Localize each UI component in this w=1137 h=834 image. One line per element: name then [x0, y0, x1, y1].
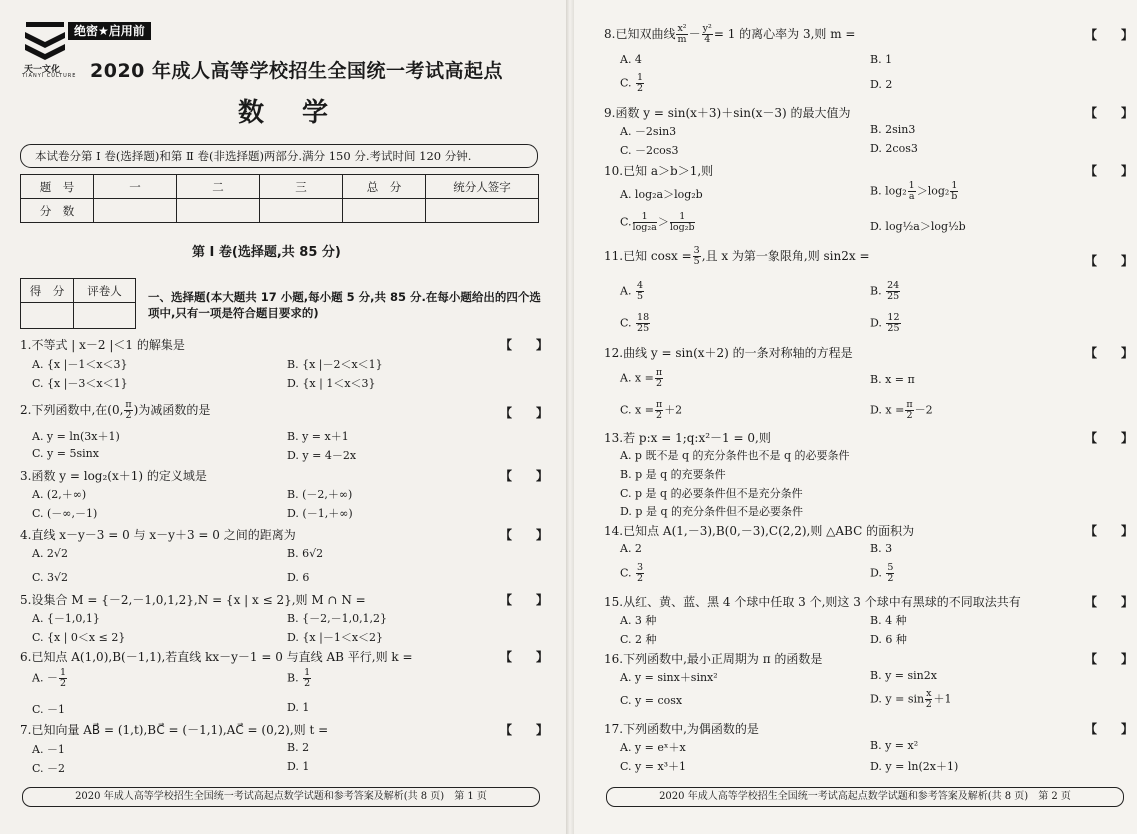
- score-cell[interactable]: [260, 199, 343, 223]
- option-a[interactable]: A. －2sin3: [620, 125, 677, 138]
- option-b[interactable]: B. 6√2: [287, 547, 324, 560]
- grader-cell[interactable]: [21, 303, 74, 329]
- fraction: $\frac{1}{2}$: [637, 72, 644, 94]
- option-d[interactable]: D. 6: [287, 571, 310, 584]
- option-a[interactable]: A. {x |－1＜x＜3}: [32, 358, 128, 371]
- fraction: $\frac{x}{2}$: [925, 688, 932, 710]
- answer-bracket[interactable]: 【 】: [500, 650, 549, 664]
- option-a[interactable]: A. 3 种: [620, 614, 657, 627]
- answer-bracket[interactable]: 【 】: [500, 593, 549, 607]
- answer-bracket[interactable]: 【 】: [1085, 652, 1134, 666]
- option-a[interactable]: A. y = eˣ＋x: [620, 741, 686, 754]
- brand-name: 天一文化: [24, 65, 61, 75]
- option-b[interactable]: B. y = sin2x: [870, 669, 937, 682]
- option-a[interactable]: A. 2: [620, 542, 642, 555]
- answer-bracket[interactable]: 【 】: [500, 406, 549, 420]
- option-d[interactable]: D. 6 种: [870, 633, 907, 646]
- question-stem: 4.直线 x－y－3 = 0 与 x－y＋3 = 0 之间的距离为: [20, 528, 296, 542]
- option-a[interactable]: A. $\frac{4}{5}$: [620, 280, 643, 302]
- fraction: $\frac{\pi}{2}$: [655, 367, 663, 389]
- fraction: $\frac{1}{2}$: [304, 667, 311, 689]
- brand-subtitle: TIANYI CULTURE: [22, 73, 77, 79]
- question-stem: 10.已知 a＞b＞1,则: [604, 164, 714, 178]
- option-b[interactable]: B. 2sin3: [870, 123, 916, 136]
- question-stem: [20, 400, 210, 421]
- fraction: $\frac{3}{2}$: [637, 562, 644, 584]
- question-stem: 5.设集合 M = {－2,－1,0,1,2},N = {x | x ≤ 2},则 M ∩ N =: [20, 593, 366, 607]
- option-d[interactable]: D. 2: [870, 78, 893, 91]
- fraction: $\frac{1}{\text{log₂b}}$: [669, 211, 695, 233]
- fraction: $\frac{5}{2}$: [887, 562, 894, 584]
- score-cell[interactable]: [343, 199, 426, 223]
- question-stem: 16.下列函数中,最小正周期为 π 的函数是: [604, 652, 823, 666]
- answer-bracket[interactable]: 【 】: [1085, 106, 1134, 120]
- grader-table: [20, 278, 136, 329]
- grader-table-header: 评卷人: [74, 279, 136, 303]
- option-d[interactable]: D. {x |－1＜x＜2}: [287, 631, 384, 644]
- fraction: $\frac{12}{25}$: [887, 312, 900, 334]
- option-d[interactable]: D. 1: [287, 760, 310, 773]
- score-row-label: 分 数: [21, 199, 94, 223]
- option-d[interactable]: D. 2cos3: [870, 142, 918, 155]
- score-cell[interactable]: [426, 199, 539, 223]
- answer-bracket[interactable]: 【 】: [1085, 254, 1134, 268]
- option-c[interactable]: C. $\frac{3}{2}$: [620, 562, 644, 584]
- score-table-header: 题 号: [21, 175, 94, 199]
- option-a[interactable]: A. (2,＋∞): [32, 488, 87, 501]
- score-table-header: 二: [177, 175, 260, 199]
- score-table-header: 总 分: [343, 175, 426, 199]
- option-a[interactable]: A. p 既不是 q 的充分条件也不是 q 的必要条件: [620, 449, 850, 462]
- option-b[interactable]: B. 1: [870, 53, 893, 66]
- question-stem: 1.不等式 | x－2 |＜1 的解集是: [20, 338, 185, 352]
- option-a[interactable]: A. y = sinx＋sinx²: [620, 671, 718, 684]
- option-d[interactable]: D. y = 4－2x: [287, 449, 357, 462]
- option-a[interactable]: A. {－1,0,1}: [32, 612, 100, 625]
- option-c[interactable]: C. －1: [32, 703, 66, 716]
- question-stem: 15.从红、黄、蓝、黑 4 个球中任取 3 个,则这 3 个球中有黑球的不同取法共有: [604, 595, 1021, 609]
- fraction: $\frac{1}{a}$: [908, 180, 915, 202]
- score-cell[interactable]: [94, 199, 177, 223]
- answer-bracket[interactable]: 【 】: [1085, 346, 1134, 360]
- option-c[interactable]: C. $\frac{1}{2}$: [620, 72, 644, 94]
- option-d[interactable]: D. $\frac{5}{2}$: [870, 562, 894, 584]
- question-stem: 11.已知 cosx = $\frac{3}{5}$ ,且 x 为第一象限角,则 sin2x =: [604, 245, 870, 267]
- score-table-header: 统分人签字: [426, 175, 539, 199]
- exam-title: 2020 年成人高等学校招生全国统一考试高起点: [90, 60, 503, 82]
- option-b[interactable]: B. {－2,－1,0,1,2}: [287, 612, 388, 625]
- option-c[interactable]: C. x = $\frac{\pi}{2}$ ＋2: [620, 399, 683, 421]
- option-c[interactable]: C. －2cos3: [620, 144, 679, 157]
- option-c[interactable]: C. y = 5sinx: [32, 447, 99, 460]
- option-b[interactable]: B. 3: [870, 542, 893, 555]
- option-d[interactable]: D. $\frac{12}{25}$: [870, 312, 900, 334]
- option-b[interactable]: B. {x |－2＜x＜1}: [287, 358, 383, 371]
- option-d[interactable]: D. y = sin $\frac{x}{2}$ ＋1: [870, 688, 952, 710]
- fraction: $\frac{\pi}{2}$: [125, 399, 132, 421]
- option-c[interactable]: C. 3√2: [32, 571, 69, 584]
- option-b[interactable]: B. x = π: [870, 373, 915, 386]
- option-c[interactable]: C. p 是 q 的必要条件但不是充分条件: [620, 487, 803, 500]
- option-b[interactable]: B. $\frac{24}{25}$: [870, 280, 900, 302]
- section-title: 第 Ⅰ 卷(选择题,共 85 分): [192, 245, 341, 260]
- score-cell[interactable]: [177, 199, 260, 223]
- option-b[interactable]: B. 2: [287, 741, 310, 754]
- answer-bracket[interactable]: 【 】: [1085, 524, 1134, 538]
- interval-open: (0,: [107, 403, 124, 417]
- interval-close: ): [133, 403, 139, 417]
- option-a[interactable]: A. －1: [32, 743, 65, 756]
- option-c[interactable]: C. $\frac{1}{\text{log₂a}}$ ＞ $\frac{1}{\text{log₂b}}$: [620, 211, 695, 233]
- option-a[interactable]: A. － $\frac{1}{2}$: [32, 667, 66, 689]
- question-stem: 3.函数 y = log₂(x＋1) 的定义域是: [20, 469, 207, 483]
- fraction: $\frac{24}{25}$: [887, 280, 900, 302]
- fraction: $\frac{1}{\text{log₂a}}$: [632, 211, 657, 233]
- option-a[interactable]: A. x = $\frac{\pi}{2}$: [620, 367, 663, 389]
- option-b[interactable]: B. $\frac{1}{2}$: [287, 667, 311, 689]
- option-b[interactable]: B. 4 种: [870, 614, 907, 627]
- question-stem: 14.已知点 A(1,－3),B(0,－3),C(2,2),则 △ABC 的面积为: [604, 524, 915, 538]
- option-a[interactable]: A. 4: [620, 53, 642, 66]
- score-table-header: 一: [94, 175, 177, 199]
- question-stem: 17.下列函数中,为偶函数的是: [604, 722, 759, 736]
- fraction: $\frac{3}{5}$: [693, 245, 700, 267]
- question-stem: 9.函数 y = sin(x＋3)＋sin(x－3) 的最大值为: [604, 106, 851, 120]
- option-d[interactable]: D. log½a＞log½b: [870, 220, 966, 233]
- option-b[interactable]: B. p 是 q 的充要条件: [620, 468, 726, 481]
- fraction: $\frac{\pi}{2}$: [655, 399, 663, 421]
- option-c[interactable]: C. $\frac{18}{25}$: [620, 312, 650, 334]
- option-c[interactable]: C. 2 种: [620, 633, 657, 646]
- answer-bracket[interactable]: 【 】: [500, 723, 549, 737]
- fraction: $\frac{\text{y²}}{4}$: [702, 23, 712, 45]
- option-a[interactable]: A. y = ln(3x＋1): [32, 430, 120, 443]
- option-b[interactable]: B. (－2,＋∞): [287, 488, 353, 501]
- option-d[interactable]: D. x = $\frac{\pi}{2}$ －2: [870, 399, 933, 421]
- question-stem: 8.已知双曲线 $\frac{\text{x²}}{m}$ － $\frac{\text{y²}}{4}$ = 1 的离心率为 3,则 m =: [604, 23, 856, 45]
- score-table-header: 三: [260, 175, 343, 199]
- question-stem: 13.若 p:x = 1;q:x²－1 = 0,则: [604, 431, 771, 445]
- page-footer: 2020 年成人高等学校招生全国统一考试高起点数学试题和参考答案及解析(共 8 页) 第 1 页: [22, 787, 540, 807]
- option-c[interactable]: C. {x | 0＜x ≤ 2}: [32, 631, 126, 644]
- answer-bracket[interactable]: 【 】: [1085, 28, 1134, 42]
- option-b[interactable]: B. log₂ $\frac{1}{a}$ ＞log₂ $\frac{1}{b}$: [870, 180, 958, 202]
- answer-bracket[interactable]: 【 】: [1085, 164, 1134, 178]
- answer-bracket[interactable]: 【 】: [1085, 431, 1134, 445]
- option-b[interactable]: B. y = x²: [870, 739, 919, 752]
- option-a[interactable]: A. 2√2: [32, 547, 68, 560]
- option-d[interactable]: D. 1: [287, 701, 310, 714]
- option-c[interactable]: C. y = x³＋1: [620, 760, 687, 773]
- fraction: $\frac{1}{2}$: [59, 667, 66, 689]
- fraction: $\frac{\pi}{2}$: [906, 399, 913, 421]
- option-d[interactable]: D. (－1,＋∞): [287, 507, 353, 520]
- page-footer: 2020 年成人高等学校招生全国统一考试高起点数学试题和参考答案及解析(共 8 页) 第 2 页: [606, 787, 1124, 807]
- answer-bracket[interactable]: 【 】: [1085, 595, 1134, 609]
- answer-bracket[interactable]: 【 】: [1085, 722, 1134, 736]
- grader-cell[interactable]: [74, 303, 136, 329]
- score-table: [20, 174, 539, 223]
- option-d[interactable]: D. p 是 q 的充分条件但不是必要条件: [620, 505, 803, 518]
- fraction: $\frac{4}{5}$: [636, 280, 643, 302]
- fraction: $\frac{18}{25}$: [637, 312, 650, 334]
- option-c[interactable]: C. {x |－3＜x＜1}: [32, 377, 128, 390]
- section-instructions: 一、选择题(本大题共 17 小题,每小题 5 分,共 85 分.在每小题给出的四个选项中,只有一项是符合题目要求的): [148, 290, 541, 320]
- option-b[interactable]: B. y = x＋1: [287, 430, 349, 443]
- grader-table-header: 得 分: [21, 279, 74, 303]
- fraction: $\frac{\text{x²}}{m}$: [677, 23, 687, 45]
- fraction: $\frac{1}{b}$: [951, 180, 958, 202]
- option-c[interactable]: C. －2: [32, 762, 66, 775]
- answer-bracket[interactable]: 【 】: [500, 338, 549, 352]
- page-gutter: [566, 0, 574, 834]
- confidential-badge: 绝密★启用前: [68, 22, 151, 40]
- option-d[interactable]: D. y = ln(2x＋1): [870, 760, 959, 773]
- answer-bracket[interactable]: 【 】: [500, 528, 549, 542]
- option-c[interactable]: C. y = cosx: [620, 694, 683, 707]
- option-a[interactable]: A. log₂a＞log₂b: [620, 188, 703, 201]
- answer-bracket[interactable]: 【 】: [500, 469, 549, 483]
- question-stem: 12.曲线 y = sin(x＋2) 的一条对称轴的方程是: [604, 346, 853, 360]
- option-d[interactable]: D. {x | 1＜x＜3}: [287, 377, 376, 390]
- exam-info: 本试卷分第 Ⅰ 卷(选择题)和第 Ⅱ 卷(非选择题)两部分.满分 150 分.考试时间 120 分钟.: [20, 144, 538, 168]
- stem-text: 为减函数的是: [138, 403, 211, 417]
- question-stem: 6.已知点 A(1,0),B(－1,1),若直线 kx－y－1 = 0 与直线 AB 平行,则 k =: [20, 650, 413, 664]
- option-c[interactable]: C. (－∞,－1): [32, 507, 98, 520]
- subject-title: 数学: [238, 98, 367, 128]
- stem-text: 2.下列函数中,在: [20, 403, 108, 417]
- publisher-logo-icon: [22, 20, 68, 62]
- question-stem: 7.已知向量 AB⃗ = (1,t),BC⃗ = (－1,1),AC⃗ = (0,2),则 t =: [20, 723, 329, 737]
